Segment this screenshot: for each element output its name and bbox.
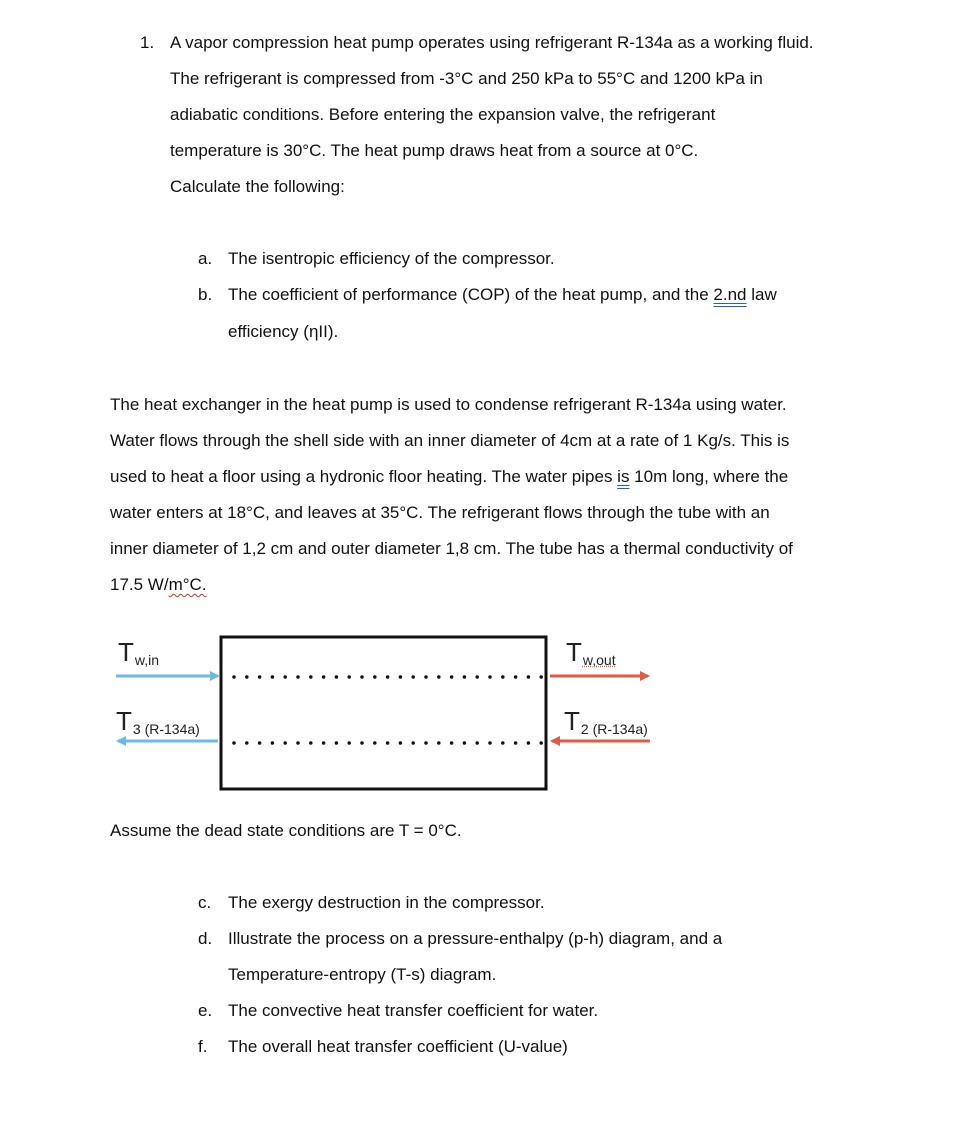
exchanger-line-5: inner diameter of 1,2 cm and outer diameter 1,8 cm. The tube has a thermal conductivity of [110,539,793,558]
item-f-label: f. [198,1037,208,1056]
intro-line-3: adiabatic conditions. Before entering the expansion valve, the refrigerant [170,105,716,124]
t2-refrigerant-label: T2 (R-134a) [564,706,648,737]
item-d-text-line2: Temperature-entropy (T-s) diagram. [228,965,497,984]
item-b-text-before: The coefficient of performance (COP) of the heat pump, and the [228,285,714,304]
exchanger-line-2: Water flows through the shell side with an inner diameter of 4cm at a rate of 1 Kg/s. This is [110,431,790,450]
item-d-label: d. [198,929,213,948]
conductivity-unit: m°C. [168,575,207,594]
item-d-text-line1: Illustrate the process on a pressure-enthalpy (p-h) diagram, and a [228,929,723,948]
item-c-text: The exergy destruction in the compressor. [228,893,545,912]
dead-state-text: Assume the dead state conditions are T = 0°C. [110,821,462,840]
exchanger-box [221,637,546,789]
exchanger-line-3-before: used to heat a floor using a hydronic floor heating. The water pipes [110,467,618,486]
question-number: 1. [140,33,155,52]
exchanger-line-3-after: 10m long, where the [629,467,789,486]
t3-refrigerant-label: T3 (R-134a) [116,706,200,737]
item-e-label: e. [198,1001,213,1020]
conductivity-value: 17.5 W/ [110,575,169,594]
exchanger-line-3 [110,466,788,488]
t-water-out-label: Tw,out [566,637,616,668]
intro-line-2: The refrigerant is compressed from -3°C and 250 kPa to 55°C and 1200 kPa in [170,69,763,88]
exchanger-line-1: The heat exchanger in the heat pump is used to condense refrigerant R-134a using water. [110,395,787,414]
item-b-text-line2: efficiency (ηII). [228,322,339,341]
item-b-text-after: law [746,285,777,304]
item-b-underlined-word: 2.nd [713,285,747,304]
item-f-text: The overall heat transfer coefficient (U-value) [228,1037,568,1056]
exchanger-line-4: water enters at 18°C, and leaves at 35°C. The refrigerant flows through the tube with an [110,503,770,522]
t-water-in-label: Tw,in [118,637,160,668]
intro-line-4: temperature is 30°C. The heat pump draws heat from a source at 0°C. [170,141,699,160]
exchanger-underlined-is: is [617,467,630,486]
intro-line-1: A vapor compression heat pump operates using refrigerant R-134a as a working fluid. [170,33,814,52]
intro-line-5: Calculate the following: [170,177,345,196]
item-e-text: The convective heat transfer coefficient for water. [228,1001,599,1020]
item-a-label: a. [198,249,213,268]
item-b-text-line1 [228,284,777,306]
item-a-text: The isentropic efficiency of the compressor. [228,249,555,268]
item-c-label: c. [198,893,212,912]
item-b-label: b. [198,285,213,304]
exchanger-line-6 [110,574,207,596]
